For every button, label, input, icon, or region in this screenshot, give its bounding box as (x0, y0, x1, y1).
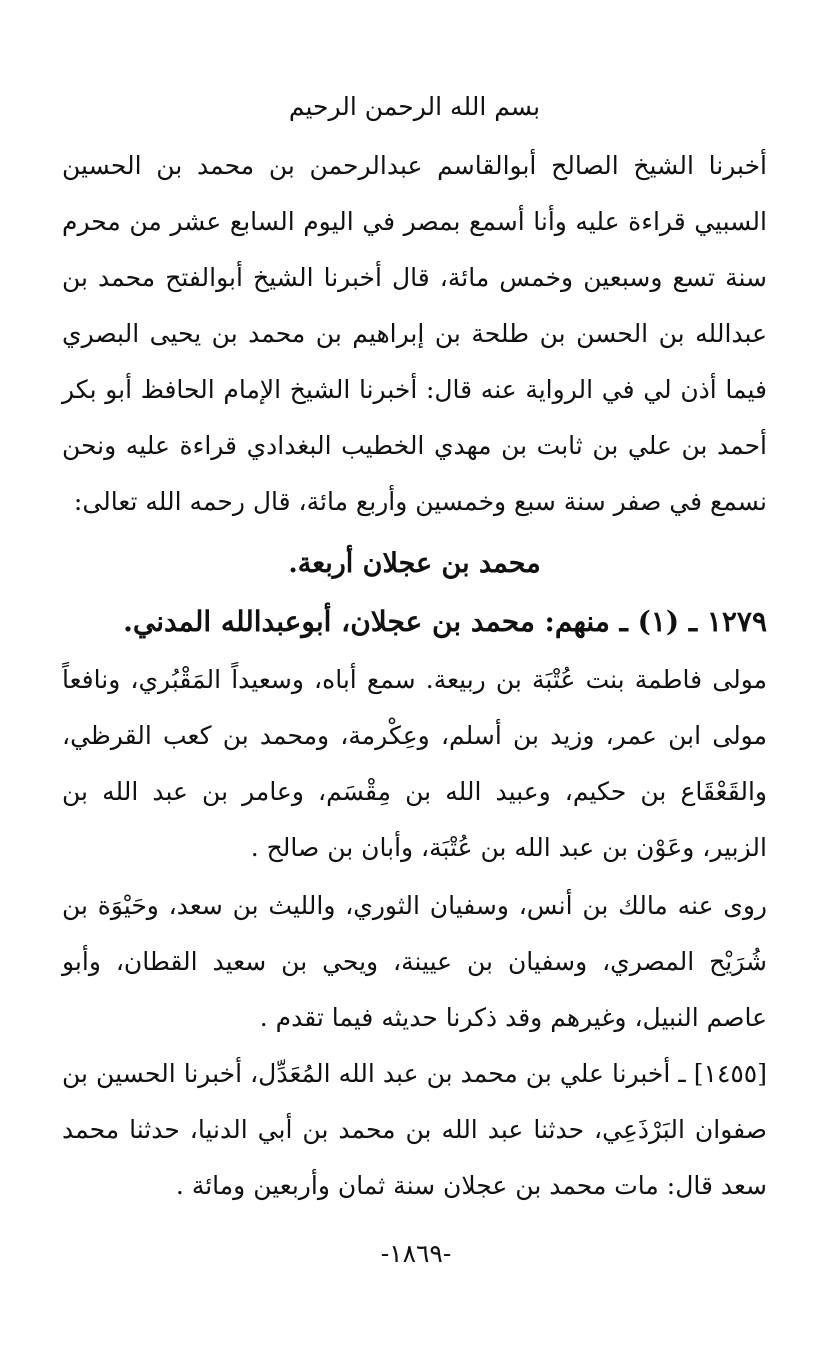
isnad-paragraph: أخبرنا الشيخ الصالح أبوالقاسم عبدالرحمن بن محمد بن الحسين السبيي قراءة عليه وأنا أسمع بمصر في اليوم السابع عشر من محرم سنة تسع وسبعين وخمس مائة، قال أخبرنا الشيخ أبوالفتح محمد بن عبدالله بن الحسن بن طلحة بن إبراهيم بن محمد بن يحيى البصري فيما أذن لي في الرواية عنه قال: أخبرنا الشيخ الإمام الحافظ أبو بكر أحمد بن علي بن ثابت بن مهدي الخطيب البغدادي قراءة عليه ونحن نسمع في صفر سنة سبع وخمسين وأربع مائة، قال رحمه الله تعالى: (62, 151, 767, 516)
hadith-paragraph: [١٤٥٥] ـ أخبرنا علي بن محمد بن عبد الله المُعَدِّل، أخبرنا الحسين بن صفوان البَرْذَعِي، حدثنا عبد الله بن محمد بن أبي الدنيا، حدثنا محمد سعد قال: مات محمد بن عجلان سنة ثمان وأربعين ومائة . (62, 1059, 767, 1200)
basmala-heading: بسم الله الرحمن الرحيم (288, 92, 541, 121)
entry-heading: ١٢٧٩ ـ (١) ـ منهم: محمد بن عجلان، أبوعبدالله المدني. (123, 605, 767, 638)
biography-paragraph: مولى فاطمة بنت عُتْبَة بن ربيعة. سمع أباه، وسعيداً المَقْبُري، ونافعاً مولى ابن عمر، وزيد بن أسلم، وعِكْرمة، ومحمد بن كعب القرظي، والقَعْقَاع بن حكيم، وعبيد الله بن مِقْسَم، وعامر بن عبد الله بن الزبير، وعَوْن بن عبد الله بن عُتْبَة، وأبان بن صالح . (62, 665, 767, 862)
chapter-heading: محمد بن عجلان أربعة. (288, 548, 541, 579)
narrators-paragraph: روى عنه مالك بن أنس، وسفيان الثوري، والليث بن سعد، وحَيْوَة بن شُرَيْح المصري، وسفيان بن عيينة، ويحي بن سعيد القطان، وأبو عاصم النبيل، وغيرهم وقد ذكرنا حديثه فيما تقدم . (62, 891, 767, 1032)
page-number: -١٨٦٩- (380, 1239, 452, 1268)
